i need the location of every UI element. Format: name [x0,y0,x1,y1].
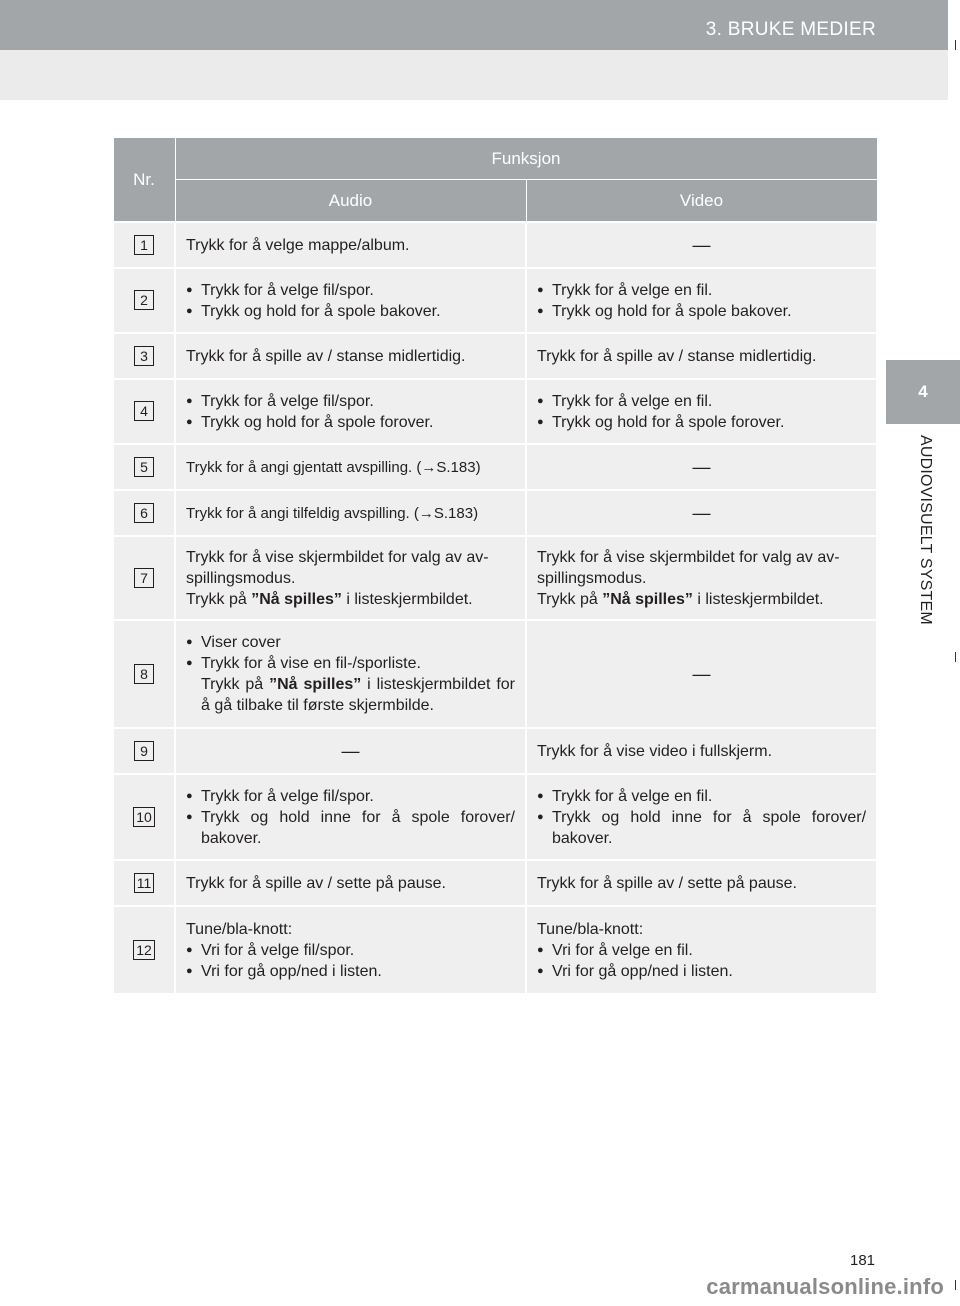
row-number: 8 [134,664,154,684]
bullet-item: ● Viser cover [186,632,515,653]
video-cell [526,268,877,333]
video-cell-empty: — [526,222,877,268]
row-number: 12 [133,940,155,960]
row-number-cell [113,222,175,268]
audio-cell: Trykk for å angi gjentatt avspilling. (→S.183) [175,444,526,490]
audio-cell: Trykk for å spille av / stanse midlertidig. [175,333,526,379]
video-cell: Trykk for å spille av / sette på pause. [526,860,877,906]
cell-text: Trykk for å vise skjermbildet for valg av av-spillingsmodus. [537,548,840,587]
text-part: i listeskjermbildet. [341,590,473,608]
section-title: 3. BRUKE MEDIER [705,19,876,40]
video-cell-empty: — [526,490,877,536]
header-video: Video [526,180,877,223]
text-part: Trykk på [201,676,270,693]
video-cell [526,906,877,994]
row-number: 9 [134,741,154,761]
bullet-item: ● Trykk for å velge fil/spor. [186,391,515,412]
video-cell-empty: — [526,620,877,728]
watermark: carmanualsonline.info [706,1274,944,1299]
bullet-item: ● Trykk og hold for å spole forover. [186,412,515,433]
table-row [113,860,877,906]
row-number-cell [113,906,175,994]
audio-cell [175,379,526,444]
row-number-cell [113,860,175,906]
video-cell [526,379,877,444]
bullet-item: ● Trykk for å velge fil/spor. [186,786,515,807]
text-part: Trykk for å vise en fil-/sporliste. [201,655,421,672]
text-part: Trykk på [537,590,603,608]
text-part: i listeskjermbildet for å gå tilbake til første skjermbilde. [201,676,515,714]
video-cell: Trykk for å spille av / stanse midlertidig. [526,333,877,379]
row-number-cell [113,268,175,333]
audio-cell [175,620,526,728]
table-row [113,906,877,994]
bullet-item: ● Trykk og hold inne for å spole forover/ bakover. [537,807,866,849]
bullet-item: ● Trykk og hold for å spole bakover. [186,301,515,322]
crop-mark [955,652,956,662]
crop-mark [955,1280,956,1290]
cell-text [537,589,866,610]
bullet-item: ● Trykk for å velge en fil. [537,280,866,301]
header-audio: Audio [175,180,526,223]
audio-cell: Trykk for å spille av / sette på pause. [175,860,526,906]
row-number: 2 [134,290,154,310]
header-funksjon: Funksjon [175,138,877,180]
now-playing-label: ”Nå spilles” [269,676,362,693]
table-row [113,620,877,728]
bullet-item: ● Trykk og hold for å spole forover. [537,412,866,433]
row-number-cell [113,774,175,860]
row-number-cell [113,620,175,728]
table-row [113,379,877,444]
row-number: 11 [134,873,155,893]
audio-cell [175,268,526,333]
row-number-cell [113,536,175,620]
crop-mark [955,40,956,50]
bullet-item: ● Trykk for å velge fil/spor. [186,280,515,301]
chapter-number: 4 [918,382,928,401]
bullet-item: ● Trykk for å velge en fil. [537,786,866,807]
bullet-item: ● Trykk og hold inne for å spole forover/ bakover. [186,807,515,849]
now-playing-label: ”Nå spilles” [602,590,693,608]
page-number: 181 [850,1252,876,1269]
text-part: i listeskjermbildet. [692,590,824,608]
row-number: 4 [134,401,154,421]
text-part: Trykk på [186,590,252,608]
row-number-cell [113,333,175,379]
table-row [113,728,877,774]
video-cell: Trykk for å vise video i fullskjerm. [526,728,877,774]
bullet-item: ● Vri for å velge en fil. [537,940,866,961]
bullet-item [186,653,515,716]
audio-cell-empty: — [175,728,526,774]
cell-title: Tune/bla-knott: [537,920,644,938]
row-number: 10 [133,807,155,827]
row-number-cell [113,490,175,536]
table-row [113,536,877,620]
audio-cell: Trykk for å velge mappe/album. [175,222,526,268]
row-number: 3 [134,346,154,366]
table-row [113,333,877,379]
row-number-cell [113,728,175,774]
video-cell [526,536,877,620]
row-number: 6 [134,503,154,523]
header-nr: Nr. [113,138,175,223]
bullet-item: ● Vri for gå opp/ned i listen. [186,961,515,982]
audio-cell [175,774,526,860]
video-cell-empty: — [526,444,877,490]
audio-cell: Trykk for å angi tilfeldig avspilling. (→S.183) [175,490,526,536]
chapter-label: AUDIOVISUELT SYSTEM [917,435,934,625]
header-bar [0,0,948,50]
header-subbar [0,50,948,100]
row-number-cell [113,444,175,490]
table-row [113,774,877,860]
now-playing-label: ”Nå spilles” [251,590,342,608]
table-row [113,268,877,333]
cell-text [201,674,515,716]
bullet-item: ● Trykk og hold for å spole bakover. [537,301,866,322]
audio-cell [175,536,526,620]
cell-text [186,589,515,610]
audio-cell [175,906,526,994]
table-row [113,490,877,536]
bullet-item: ● Vri for gå opp/ned i listen. [537,961,866,982]
chapter-tab [886,360,960,424]
table-row [113,444,877,490]
row-number: 1 [134,235,154,255]
bullet-item: ● Trykk for å velge en fil. [537,391,866,412]
row-number-cell [113,379,175,444]
row-number: 5 [134,457,154,477]
cell-title: Tune/bla-knott: [186,920,293,938]
row-number: 7 [134,568,154,588]
table-row [113,222,877,268]
bullet-item: ● Vri for å velge fil/spor. [186,940,515,961]
cell-text: Trykk for å vise skjermbildet for valg av av-spillingsmodus. [186,548,489,587]
video-cell [526,774,877,860]
function-table [112,137,878,995]
